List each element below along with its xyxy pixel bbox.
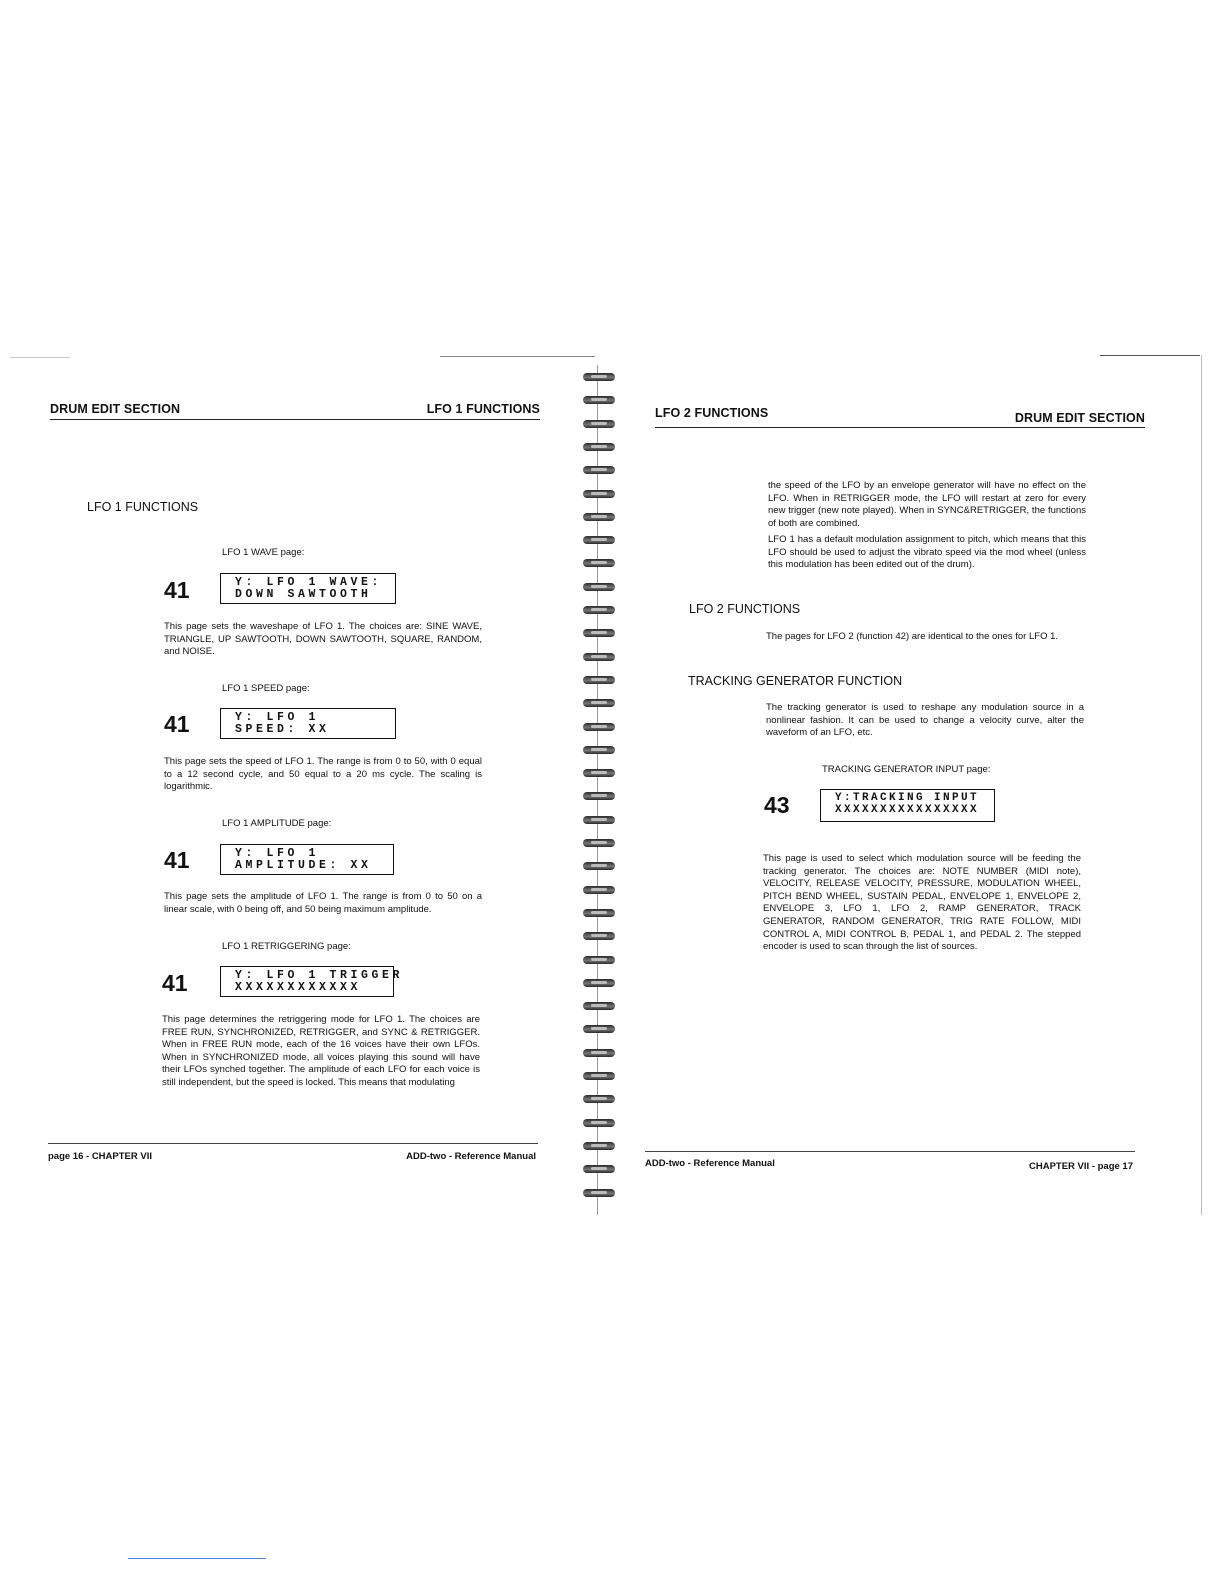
binding-ring xyxy=(583,839,615,847)
left-header-section: DRUM EDIT SECTION xyxy=(50,402,181,416)
binding-ring xyxy=(583,1002,615,1010)
binding-ring xyxy=(583,676,615,684)
wave-lcd-display xyxy=(220,573,396,604)
wave-caption: LFO 1 WAVE page: xyxy=(222,547,305,558)
binding-ring xyxy=(583,792,615,800)
amplitude-function-number: 41 xyxy=(164,847,190,873)
binding-ring xyxy=(583,513,615,521)
speed-description: This page sets the speed of LFO 1. The range is from 0 to 50, with 0 equal to a 12 second cycle, and 50 equal to a 20 ms cycle. The scaling is logarithmic. xyxy=(164,756,482,793)
speed-lcd-display xyxy=(220,708,396,739)
lfo2-section-title: LFO 2 FUNCTIONS xyxy=(689,602,801,616)
binding-ring xyxy=(583,769,615,777)
binding-ring xyxy=(583,490,615,498)
lcd-line: AMPLITUDE: XX xyxy=(235,858,372,872)
binding-ring xyxy=(583,1142,615,1150)
left-section-title: LFO 1 FUNCTIONS xyxy=(87,500,199,514)
binding-ring xyxy=(583,746,615,754)
amplitude-description: This page sets the amplitude of LFO 1. The range is from 0 to 50 on a linear scale, with 0 being off, and 50 being maximum amplitude. xyxy=(164,891,482,915)
binding-ring xyxy=(583,466,615,474)
tracking-description: This page is used to select which modulation source will be feeding the tracking generator. The choices are: NOTE NUMBER (MIDI note), VELOCITY, RELEASE VELOCITY, PRESSURE, MODULATION WHEEL, PITCH BEND WHEEL, SUSTAIN PEDAL, ENVELOPE 1, ENVELOPE 2, ENVELOPE 3, LFO 1, LFO 2, RAMP GENERATOR, TRACK GENERATOR, RANDOM GENERATOR, TRIG RATE FOLLOW, MIDI CONTROL A, MIDI CONTROL B, PEDAL 1, and PEDAL 2. The stepped encoder is used to scan through the list of sources. xyxy=(763,853,1081,953)
binding-ring xyxy=(583,1049,615,1057)
lfo2-text: The pages for LFO 2 (function 42) are identical to the ones for LFO 1. xyxy=(766,631,1059,642)
binding-ring xyxy=(583,559,615,567)
left-header-rule xyxy=(50,419,540,420)
left-footer-page: page 16 - CHAPTER VII xyxy=(48,1151,152,1162)
binding-ring xyxy=(583,979,615,987)
right-header-chapter: LFO 2 FUNCTIONS xyxy=(655,406,769,420)
lcd-line: DOWN SAWTOOTH xyxy=(235,587,372,601)
lcd-line: Y: LFO 1 xyxy=(235,847,320,860)
right-footer-page: CHAPTER VII - page 17 xyxy=(1029,1161,1133,1172)
tracking-intro: The tracking generator is used to reshape any modulation source in a nonlinear fashion. It can be used to change a velocity curve, alter the waveform of an LFO, etc. xyxy=(766,702,1084,739)
binding-ring xyxy=(583,956,615,964)
binding-ring xyxy=(583,1095,615,1103)
binding-ring xyxy=(583,396,615,404)
scan-artifact xyxy=(10,357,70,358)
right-header-section: DRUM EDIT SECTION xyxy=(1014,411,1145,425)
binding-ring xyxy=(583,1119,615,1127)
binding-ring xyxy=(583,1072,615,1080)
tracking-lcd-display xyxy=(820,789,995,822)
retrigger-description: This page determines the retriggering mode for LFO 1. The choices are FREE RUN, SYNCHRONIZED, RETRIGGER, and SYNC & RETRIGGER. When in FREE RUN mode, each of the 16 voices have their own LFOs. When in SYNCHRONIZED mode, all voices playing this sound will have their LFOs synched together. The amplitude of each LFO for each voice is still independent, but the speed is locked. This means that modulating xyxy=(162,1014,480,1088)
left-header-chapter: LFO 1 FUNCTIONS xyxy=(426,402,540,416)
right-footer-rule xyxy=(645,1151,1135,1152)
binding-ring xyxy=(583,420,615,428)
binding-ring xyxy=(583,653,615,661)
binding-ring xyxy=(583,443,615,451)
wave-description: This page sets the waveshape of LFO 1. The choices are: SINE WAVE, TRIANGLE, UP SAWTOOTH, DOWN SAWTOOTH, SQUARE, RANDOM, and NOISE. xyxy=(164,621,482,658)
binding-ring xyxy=(583,373,615,381)
tracking-section-title: TRACKING GENERATOR FUNCTION xyxy=(688,674,903,688)
lcd-line: Y:TRACKING INPUT xyxy=(835,792,980,804)
lcd-line: Y: LFO 1 WAVE: xyxy=(235,576,383,589)
lfo1-default-note: LFO 1 has a default modulation assignment to pitch, which means that this LFO should be used to adjust the vibrato speed via the mod wheel (unless this modulation has been edited out of the drum). xyxy=(768,534,1086,571)
wave-function-number: 41 xyxy=(164,577,190,603)
amplitude-caption: LFO 1 AMPLITUDE page: xyxy=(222,818,332,829)
binding-ring xyxy=(583,909,615,917)
spiral-binding xyxy=(580,365,620,1215)
binding-ring xyxy=(583,606,615,614)
amplitude-lcd-display xyxy=(220,844,394,875)
retrigger-lcd-display xyxy=(220,966,404,997)
speed-function-number: 41 xyxy=(164,711,190,737)
binding-ring xyxy=(583,699,615,707)
speed-caption: LFO 1 SPEED page: xyxy=(222,683,310,694)
binding-ring xyxy=(583,723,615,731)
scan-artifact xyxy=(1100,355,1200,356)
tracking-caption: TRACKING GENERATOR INPUT page: xyxy=(822,764,991,775)
binding-ring xyxy=(583,862,615,870)
binding-ring xyxy=(583,1189,615,1197)
binding-ring xyxy=(583,583,615,591)
retrigger-function-number: 41 xyxy=(162,970,188,996)
binding-ring xyxy=(583,886,615,894)
lcd-line: Y: LFO 1 xyxy=(235,711,320,724)
binding-ring xyxy=(583,1165,615,1173)
retrigger-caption: LFO 1 RETRIGGERING page: xyxy=(222,941,351,952)
binding-ring xyxy=(583,1025,615,1033)
right-header-rule xyxy=(655,427,1145,428)
binding-ring xyxy=(583,629,615,637)
lcd-line: SPEED: XX xyxy=(235,722,330,736)
page-edge xyxy=(1201,355,1202,1215)
scan-artifact-line xyxy=(128,1558,266,1559)
left-footer-rule xyxy=(48,1143,538,1144)
binding-ring xyxy=(583,536,615,544)
scan-artifact xyxy=(440,356,595,357)
binding-ring xyxy=(583,816,615,824)
continuation-text: the speed of the LFO by an envelope generator will have no effect on the LFO. When in RETRIGGER mode, the LFO will restart at zero for every new trigger (new note played). When in SYNC&RETRIGGER, the functions of both are combined. xyxy=(768,480,1086,529)
right-footer-title: ADD-two - Reference Manual xyxy=(645,1158,775,1169)
lcd-line: Y: LFO 1 TRIGGER xyxy=(235,969,404,982)
left-footer-title: ADD-two - Reference Manual xyxy=(406,1151,536,1162)
lcd-line: XXXXXXXXXXXXXXXX xyxy=(835,803,980,816)
tracking-function-number: 43 xyxy=(764,792,790,818)
binding-ring xyxy=(583,932,615,940)
lcd-line: XXXXXXXXXXXX xyxy=(235,980,362,994)
